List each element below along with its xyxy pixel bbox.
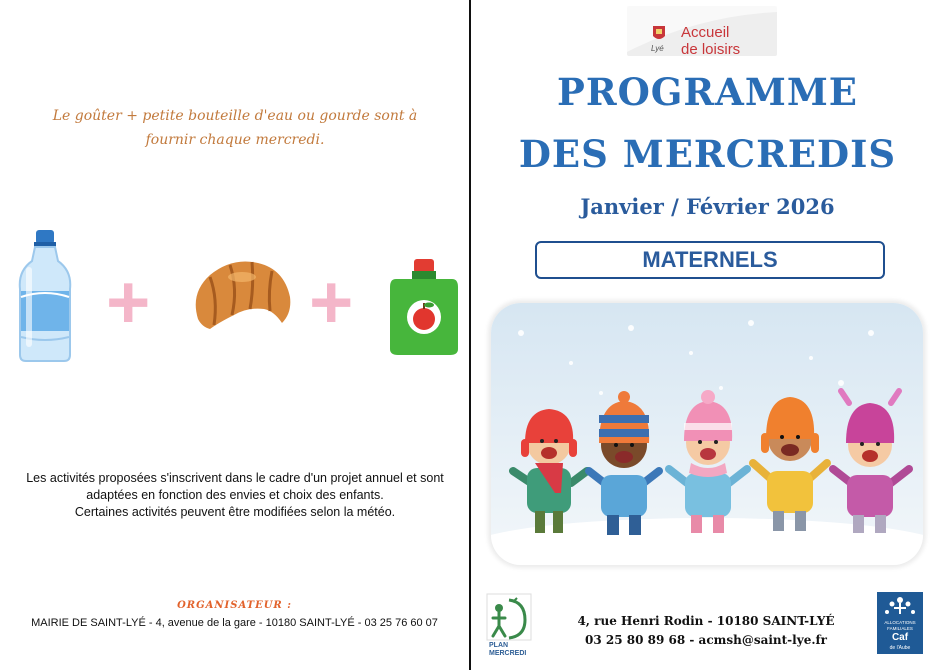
logo-mark: Lyé bbox=[651, 44, 664, 53]
right-page bbox=[471, 0, 944, 670]
activities-line-2: adaptées en fonction des envies et choix des enfants. bbox=[86, 488, 384, 502]
contact-block bbox=[551, 612, 861, 650]
caf-line-3: Caf bbox=[891, 632, 909, 643]
activities-line-3: Certaines activités peuvent être modifiées selon la météo. bbox=[74, 505, 396, 519]
caf-line-1: ALLOCATIONS bbox=[884, 620, 916, 625]
caf-line-2: FAMILIALES bbox=[887, 626, 913, 631]
snack-note-line-2: fournir chaque mercredi. bbox=[145, 132, 325, 148]
snack-note-line-1: Le goûter + petite bouteille d'eau ou gourde sont à bbox=[52, 108, 418, 124]
activities-description bbox=[20, 470, 450, 521]
address-line: 4, rue Henri Rodin - 10180 SAINT-LYÉ bbox=[577, 614, 835, 628]
page-title-line-2: DES MERCREDIS bbox=[518, 132, 897, 176]
fruit-pouch-icon bbox=[388, 257, 460, 357]
water-bottle-icon bbox=[14, 227, 76, 365]
plan-mercredi-logo bbox=[485, 592, 533, 657]
period-subtitle: Janvier / Février 2026 bbox=[580, 194, 835, 219]
plan-logo-line-1: PLAN bbox=[489, 642, 509, 649]
plus-icon: + bbox=[309, 260, 354, 345]
logo-line-2: de loisirs bbox=[681, 41, 741, 58]
plan-logo-line-2: MERCREDI bbox=[489, 650, 527, 657]
accueil-de-loisirs-logo bbox=[627, 6, 777, 56]
snack-items-row bbox=[0, 225, 469, 365]
page-title-line-1: PROGRAMME bbox=[557, 70, 858, 114]
left-page bbox=[0, 0, 469, 670]
organizer-title: ORGANISATEUR : bbox=[177, 600, 292, 611]
caf-emblem-icon bbox=[877, 594, 923, 620]
winter-children-illustration bbox=[491, 303, 923, 565]
snack-note bbox=[30, 104, 440, 152]
plus-icon: + bbox=[106, 260, 151, 345]
plan-mercredi-icon bbox=[485, 592, 533, 644]
activities-line-1: Les activités proposées s'inscrivent dans le cadre d'un projet annuel et sont bbox=[26, 471, 444, 485]
caf-line-4: de l'Aube bbox=[889, 645, 911, 651]
croissant-icon bbox=[188, 253, 296, 333]
level-badge: MATERNELS bbox=[535, 241, 885, 279]
phone-email-line: 03 25 80 89 68 - acmsh@saint-lye.fr bbox=[585, 633, 827, 647]
organizer-details: MAIRIE DE SAINT-LYÉ - 4, avenue de la gare - 10180 SAINT-LYÉ - 03 25 76 60 07 bbox=[31, 617, 438, 629]
caf-logo bbox=[877, 592, 923, 654]
logo-line-1: Accueil bbox=[681, 24, 730, 41]
